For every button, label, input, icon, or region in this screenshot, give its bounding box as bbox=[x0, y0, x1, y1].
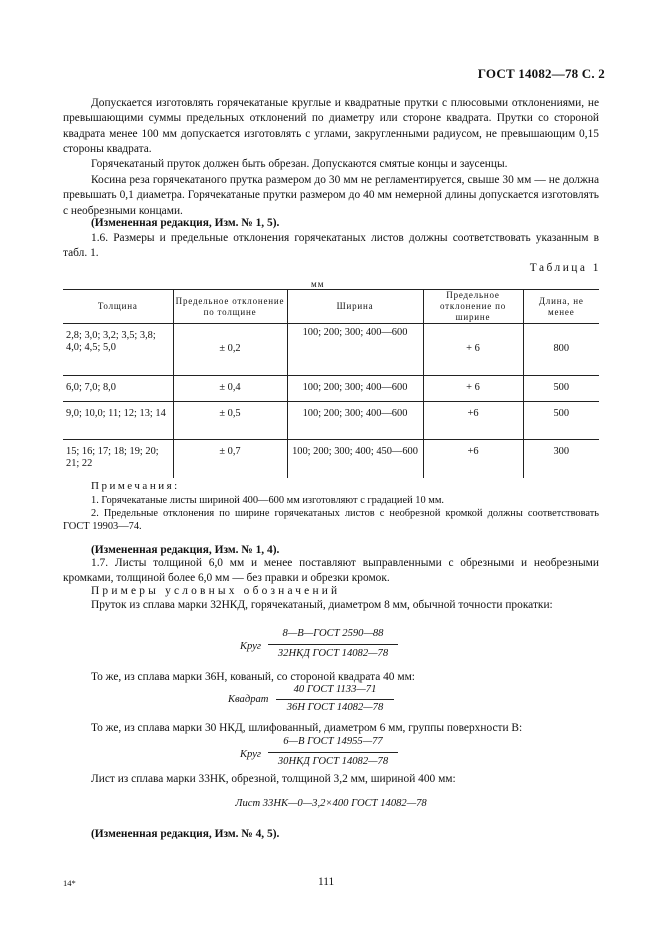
table-row bbox=[63, 402, 599, 440]
sheet-dimensions-table bbox=[63, 289, 599, 478]
edit-note-2: (Измененная редакция, Изм. № 1, 4). bbox=[91, 544, 280, 556]
examples-heading: Примеры условных обозначений bbox=[91, 585, 341, 597]
page-number: 111 bbox=[318, 876, 335, 888]
cell-length: 300 bbox=[553, 446, 570, 457]
cell-width-tolerance: + 6 bbox=[423, 324, 523, 376]
col-header-width: Ширина bbox=[287, 290, 423, 324]
example-1-text: Пруток из сплава марки 32НКД, горячекатаный, диаметром 8 мм, обычной точности прокатки: bbox=[91, 599, 553, 611]
note-2: 2. Предельные отклонения по ширине горячекатаных листов с необрезной кромкой должны соответствовать ГОСТ 19903—74. bbox=[63, 508, 599, 533]
page-header: ГОСТ 14082—78 С. 2 bbox=[477, 66, 605, 81]
edit-note-3: (Измененная редакция, Изм. № 4, 5). bbox=[91, 828, 280, 840]
designation-round-bar-2 bbox=[200, 736, 440, 776]
paragraph-1-6: 1.6. Размеры и предельные отклонения горячекатаных листов должны соответствовать указанным в табл. 1. bbox=[63, 232, 599, 260]
notes-heading: Примечания: bbox=[91, 480, 180, 492]
cell-width-tolerance: + 6 bbox=[423, 376, 523, 402]
designation-numerator: 40 ГОСТ 1133—71 bbox=[293, 684, 377, 695]
cell-width: 100; 200; 300; 400—600 bbox=[287, 324, 423, 376]
table-title: Таблица 1 bbox=[529, 262, 601, 274]
designation-numerator: 6—В ГОСТ 14955—77 bbox=[283, 736, 383, 747]
designation-denominator: 30НКД ГОСТ 14082—78 bbox=[277, 756, 389, 767]
designation-numerator: 8—В—ГОСТ 2590—88 bbox=[282, 628, 384, 639]
example-2-text: То же, из сплава марки 36Н, кованый, со стороной квадрата 40 мм: bbox=[91, 671, 415, 683]
table-row bbox=[63, 376, 599, 402]
cell-thickness-tolerance: ± 0,4 bbox=[173, 376, 287, 402]
cell-width: 100; 200; 300; 400—600 bbox=[287, 402, 423, 440]
cell-length: 500 bbox=[523, 376, 599, 402]
cell-thickness-tolerance: ± 0,7 bbox=[173, 440, 287, 478]
cell-width: 100; 200; 300; 400—600 bbox=[287, 376, 423, 402]
col-header-width-tolerance: Предельное отклонение по ширине bbox=[423, 290, 523, 324]
note-1: 1. Горячекатаные листы шириной 400—600 мм изготовляют с градацией 10 мм. bbox=[91, 495, 445, 506]
col-header-thickness-tolerance: Предельное отклонение по толщине bbox=[173, 290, 287, 324]
cell-thickness: 6,0; 7,0; 8,0 bbox=[63, 376, 173, 402]
table-row bbox=[63, 324, 599, 376]
cell-width-tolerance: +6 bbox=[423, 402, 523, 440]
paragraph-cut-skew: Косина реза горячекатаного прутка размером до 30 мм не регламентируется, свыше 30 мм — не должна превышать 0,1 диаметра. Горячекатаные прутки размером до 40 мм немерной длины допускается изготовлять с необрезными концами. bbox=[63, 174, 599, 217]
table-row bbox=[63, 440, 599, 478]
cell-length: 800 bbox=[523, 324, 599, 376]
designation-denominator: 36Н ГОСТ 14082—78 bbox=[286, 702, 384, 713]
cell-thickness: 9,0; 10,0; 11; 12; 13; 14 bbox=[63, 402, 173, 440]
footer-signature-mark: 14* bbox=[63, 878, 76, 888]
cell-thickness: 15; 16; 17; 18; 19; 20; 21; 22 bbox=[63, 440, 173, 478]
example-4-text: Лист из сплава марки 33НК, обрезной, толщиной 3,2 мм, шириной 400 мм: bbox=[91, 773, 456, 785]
paragraph-1-7: 1.7. Листы толщиной 6,0 мм и менее поставляют выправленными с обрезными и необрезными кромками, толщиной более 6,0 мм — без правки и обрезки кромок. bbox=[63, 557, 599, 585]
designation-round-bar-1 bbox=[200, 628, 440, 668]
designation-sheet: Лист 33НК—0—3,2×400 ГОСТ 14082—78 bbox=[235, 798, 427, 809]
designation-denominator: 32НКД ГОСТ 14082—78 bbox=[277, 648, 389, 659]
fraction-line bbox=[268, 752, 398, 753]
designation-label: Круг bbox=[240, 749, 262, 760]
fraction-line bbox=[276, 699, 394, 700]
table-header-row bbox=[63, 290, 599, 324]
col-header-length: Длина, не менее bbox=[523, 290, 599, 324]
cell-length: 500 bbox=[523, 402, 599, 440]
designation-label: Круг bbox=[240, 641, 262, 652]
cell-width-tolerance: +6 bbox=[423, 440, 523, 478]
table-unit: мм bbox=[311, 279, 325, 289]
edit-note-1: (Измененная редакция, Изм. № 1, 5). bbox=[91, 217, 280, 229]
col-header-thickness: Толщина bbox=[63, 290, 173, 324]
paragraph-rod-cut: Горячекатаный пруток должен быть обрезан. Допускаются смятые концы и заусенцы. bbox=[91, 158, 508, 170]
paragraph-rod-deviations: Допускается изготовлять горячекатаные круглые и квадратные прутки с плюсовыми отклонениями, не превышающими суммы предельных отклонений по диаметру или стороне квадрата. Прутки со стороной квадрата менее 100 мм допускается изготовлять с углами, закругленными радиусом, не превышающим 0,15 стороны квадрата. bbox=[63, 97, 599, 156]
cell-thickness: 2,8; 3,0; 3,2; 3,5; 3,8; 4,0; 4,5; 5,0 bbox=[63, 324, 173, 376]
designation-label: Квадрат bbox=[228, 694, 269, 705]
example-3-text: То же, из сплава марки 30 НКД, шлифованный, диаметром 6 мм, группы поверхности В: bbox=[91, 722, 523, 734]
cell-thickness-tolerance: ± 0,5 bbox=[173, 402, 287, 440]
cell-width: 100; 200; 300; 400; 450—600 bbox=[287, 440, 423, 478]
designation-square-bar bbox=[200, 684, 440, 724]
fraction-line bbox=[268, 644, 398, 645]
cell-thickness-tolerance: ± 0,2 bbox=[173, 324, 287, 376]
